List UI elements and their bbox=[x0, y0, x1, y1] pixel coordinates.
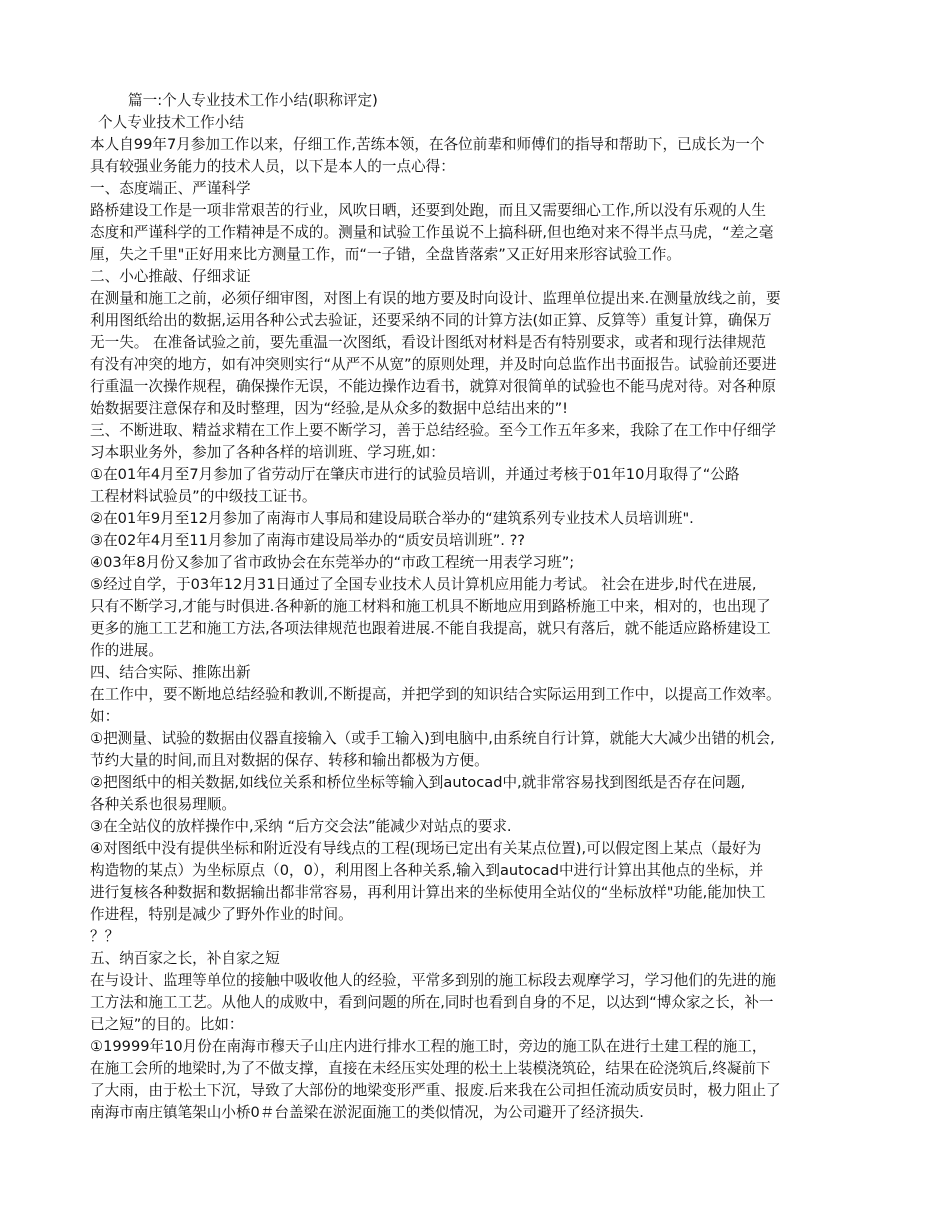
text-line: 有没有冲突的地方，如有冲突则实行“从严不从宽”的原则处理，并及时向总监作出书面报告。试验前还要进 bbox=[90, 356, 777, 373]
document-subtitle: 个人专业技术工作小结 bbox=[98, 114, 244, 131]
text-line: 行重温一次操作规程，确保操作无误，不能边操作边看书，就算对很简单的试验也不能马虎对待。对各种原 bbox=[90, 378, 776, 395]
section-heading: 二、小心推敲、仔细求证 bbox=[90, 268, 251, 285]
text-line: 无一失。 在准备试验之前，要先重温一次图纸，看设计图纸对材料是否有特别要求，或者和现行法律规范 bbox=[90, 334, 766, 351]
text-line: 更多的施工工艺和施工方法,各项法律规范也跟着进展.不能自我提高，就只有落后，就不能适应路桥建设工 bbox=[90, 620, 771, 637]
text-line: 利用图纸给出的数据,运用各种公式去验证，还要采纳不同的计算方法(如正算、反算等）重复计算，确保万 bbox=[90, 312, 772, 329]
text-line: 始数据要注意保存和及时整理，因为“经验,是从众多的数据中总结出来的”! bbox=[90, 400, 569, 417]
text-line: 在施工会所的地梁时,为了不做支撑，直接在未经压实处理的松土上装模浇筑砼，结果在砼浇筑后,终凝前下 bbox=[90, 1060, 771, 1077]
text-line: 工方法和施工工艺。从他人的成败中，看到问题的所在,同时也看到自身的不足，以达到“博众家之长，补一 bbox=[90, 994, 774, 1011]
text-line: 在测量和施工之前，必须仔细审图，对图上有误的地方要及时向设计、监理单位提出来.在测量放线之前，要 bbox=[90, 290, 781, 307]
text-line: 构造物的某点）为坐标原点（0，0），利用图上各种关系,输入到autocad中进行计算出其他点的坐标，并 bbox=[90, 862, 764, 879]
list-item: ③在02年4月至11月参加了南海市建设局举办的“质安员培训班”. ?? bbox=[90, 532, 526, 549]
text-line: 路桥建设工作是一项非常艰苦的行业，风吹日晒，还要到处跑，而且又需要细心工作,所以没有乐观的人生 bbox=[90, 202, 766, 219]
list-item: ④03年8月份又参加了省市政协会在东莞举办的“市政工程统一用表学习班”; bbox=[90, 554, 575, 571]
list-item: ②在01年9月至12月参加了南海市人事局和建设局联合举办的“建筑系列专业技术人员培训班". bbox=[90, 510, 694, 527]
text-line: ？？ bbox=[90, 928, 120, 945]
text-line: 工程材料试验员”的中级技工证书。 bbox=[90, 488, 317, 505]
text-line: 只有不断学习,才能与时俱进.各种新的施工材料和施工机具不断地应用到路桥施工中来，相对的，也出现了 bbox=[90, 598, 771, 615]
text-line: 习本职业务外，参加了各种各样的培训班、学习班,如： bbox=[90, 444, 445, 461]
list-item: ③在全站仪的放样操作中,采纳 “后方交会法”能减少对站点的要求. bbox=[90, 818, 512, 835]
list-item: ②把图纸中的相关数据,如线位关系和桥位坐标等输入到autocad中,就非常容易找到图纸是否存在问题, bbox=[90, 774, 746, 791]
text-line: 具有较强业务能力的技术人员，以下是本人的一点心得： bbox=[90, 158, 455, 175]
list-item: ⑤经过自学，于03年12月31日通过了全国专业技术人员计算机应用能力考试。 社会在进步,时代在进展, bbox=[90, 576, 757, 593]
list-item: ①19999年10月份在南海市穆天子山庄内进行排水工程的施工时，旁边的施工队在进行土建工程的施工， bbox=[90, 1038, 767, 1055]
section-heading: 四、结合实际、推陈出新 bbox=[90, 664, 251, 681]
text-line: 了大雨，由于松土下沉，导致了大部份的地梁变形严重、报废.后来我在公司担任流动质安员时，极力阻止了 bbox=[90, 1082, 781, 1099]
document-title: 篇一:个人专业技术工作小结(职称评定) bbox=[128, 92, 378, 109]
section-heading: 五、纳百家之长，补自家之短 bbox=[90, 950, 280, 967]
list-item: ①在01年4月至7月参加了省劳动厅在肇庆市进行的试验员培训，并通过考核于01年10月取得了“公路 bbox=[90, 466, 740, 483]
text-line: 在工作中，要不断地总结经验和教训,不断提高，并把学到的知识结合实际运用到工作中，以提高工作效率。 bbox=[90, 686, 781, 703]
text-line: 在与设计、监理等单位的接触中吸收他人的经验，平常多到别的施工标段去观摩学习，学习他们的先进的施 bbox=[90, 972, 776, 989]
text-line: 已之短”的目的。比如： bbox=[90, 1016, 244, 1033]
text-line: 作的进展。 bbox=[90, 642, 163, 659]
text-line: 南海市南庄镇笔架山小桥0＃台盖梁在淤泥面施工的类似情况，为公司避开了经济损失. bbox=[90, 1104, 644, 1121]
section-heading: 一、态度端正、严谨科学 bbox=[90, 180, 251, 197]
list-item: ①把测量、试验的数据由仪器直接输入（或手工输入)到电脑中,由系统自行计算，就能大大减少出错的机会, bbox=[90, 730, 775, 747]
text-line: 各种关系也很易理顺。 bbox=[90, 796, 236, 813]
text-line: 厘，失之千里"正好用来比方测量工作，而“一子错，全盘皆落索”又正好用来形容试验工作。 bbox=[90, 246, 681, 263]
text-line: 进行复核各种数据和数据输出都非常容易，再利用计算出来的坐标使用全站仪的“坐标放样"功能,能加快工 bbox=[90, 884, 766, 901]
text-line: 节约大量的时间,而且对数据的保存、转移和输出都极为方便。 bbox=[90, 752, 489, 769]
list-item: ④对图纸中没有提供坐标和附近没有导线点的工程(现场已定出有关某点位置),可以假定图上某点（最好为 bbox=[90, 840, 762, 857]
text-line: 如： bbox=[90, 708, 120, 725]
text-line: 态度和严谨科学的工作精神是不成的。测量和试验工作虽说不上搞科研,但也绝对来不得半点马虎，“差之毫 bbox=[90, 224, 774, 241]
text-line: 作进程，特别是减少了野外作业的时间。 bbox=[90, 906, 353, 923]
section-heading: 三、不断进取、精益求精在工作上要不断学习，善于总结经验。至今工作五年多来，我除了在工作中仔细学 bbox=[90, 422, 776, 439]
text-line: 本人自99年7月参加工作以来，仔细工作,苦练本领，在各位前辈和师傅们的指导和帮助下，已成长为一个 bbox=[90, 136, 765, 153]
